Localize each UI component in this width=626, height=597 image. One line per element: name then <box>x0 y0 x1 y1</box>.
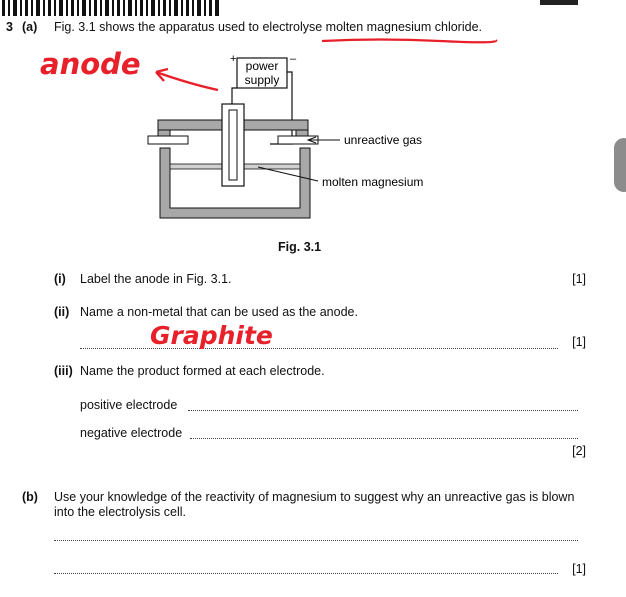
sub-iii-label: (iii) <box>54 364 73 378</box>
sub-iii-text: Name the product formed at each electrode. <box>80 364 325 378</box>
molten-magnesium-label: molten magnesium <box>322 175 424 189</box>
negative-electrode-label: negative electrode <box>80 426 183 440</box>
negative-terminal: – <box>290 53 297 65</box>
part-b-label: (b) <box>22 490 38 504</box>
positive-electrode-answer-line[interactable] <box>188 410 578 411</box>
sub-i-text: Label the anode in Fig. 3.1. <box>80 272 232 286</box>
negative-electrode-answer-line[interactable] <box>190 438 578 439</box>
sub-ii-text: Name a non-metal that can be used as the anode. <box>80 305 358 319</box>
sub-i-label: (i) <box>54 272 66 286</box>
handwritten-graphite: Graphite <box>150 321 273 350</box>
electrolysis-diagram <box>140 48 460 226</box>
scroll-handle[interactable] <box>614 138 626 192</box>
part-b-marks: [1] <box>572 562 586 576</box>
sub-ii-label: (ii) <box>54 305 70 319</box>
barcode-strip <box>0 0 222 16</box>
question-number: 3 <box>6 20 13 34</box>
part-b-line1: Use your knowledge of the reactivity of magnesium to suggest why an unreactive gas is blown <box>54 490 575 504</box>
top-edge-mark <box>540 0 578 5</box>
question-stem: Fig. 3.1 shows the apparatus used to electrolyse molten magnesium chloride. <box>54 20 483 34</box>
handwritten-anode: anode <box>40 47 141 81</box>
red-underline <box>320 36 500 46</box>
part-b-answer-line-1[interactable] <box>54 540 578 541</box>
unreactive-gas-label: unreactive gas <box>344 133 423 147</box>
gas-inlet-left <box>148 136 188 144</box>
figure-caption: Fig. 3.1 <box>278 240 322 254</box>
sub-i-marks: [1] <box>572 272 586 286</box>
part-a-label: (a) <box>22 20 38 34</box>
part-b-line2: into the electrolysis cell. <box>54 505 187 519</box>
positive-terminal: + <box>230 53 237 65</box>
sub-iii-marks: [2] <box>572 444 586 458</box>
part-b-answer-line-2[interactable] <box>54 573 558 574</box>
sub-ii-marks: [1] <box>572 335 586 349</box>
power-label-line1: power <box>245 59 279 73</box>
positive-electrode-label: positive electrode <box>80 398 178 412</box>
power-label-line2: supply <box>244 73 280 87</box>
